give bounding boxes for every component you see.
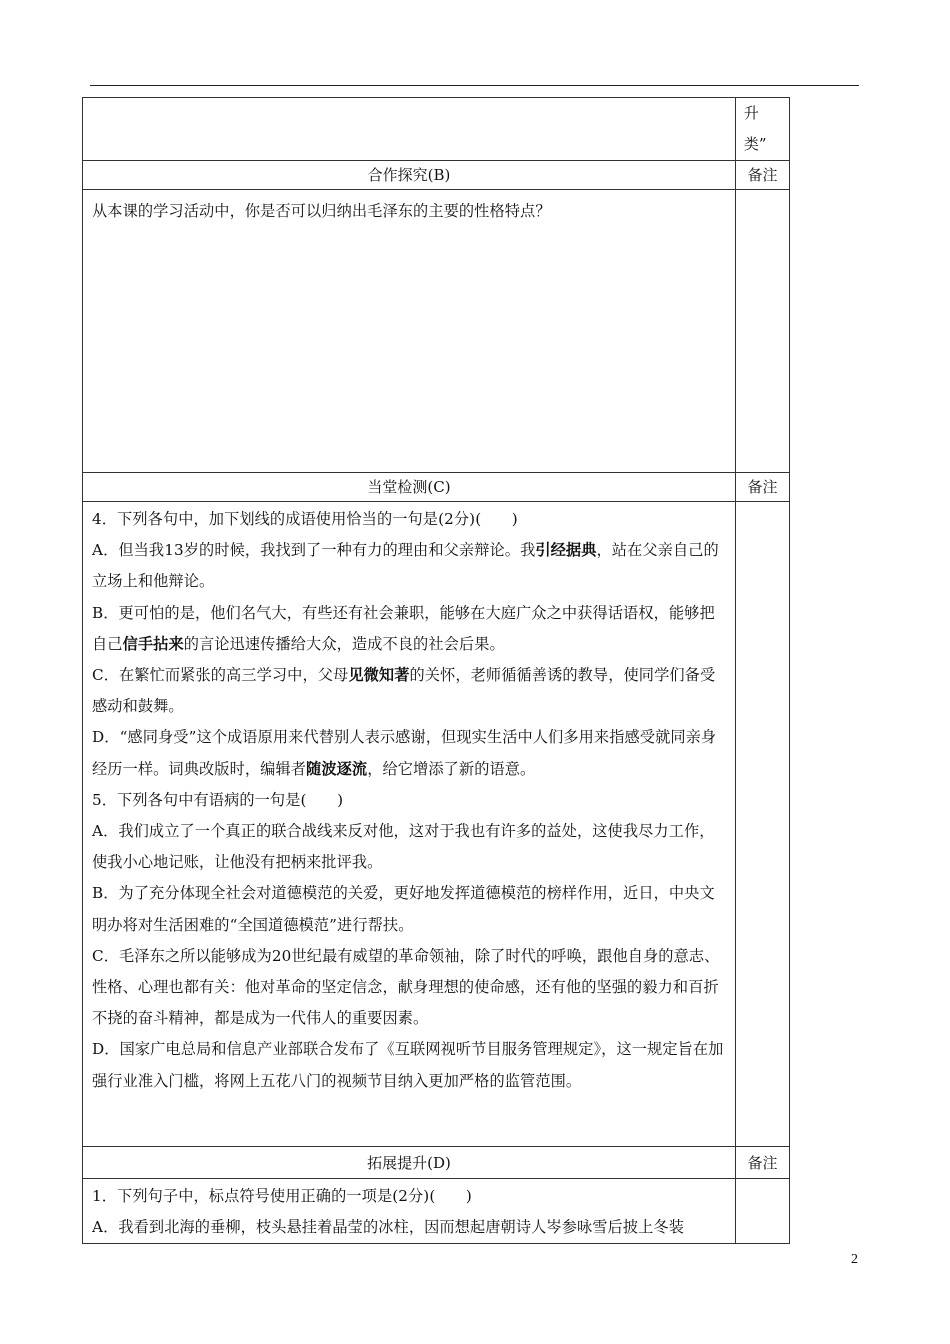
section-b-header (83, 161, 790, 190)
worksheet-table (82, 97, 790, 1244)
section-b-body (83, 190, 790, 473)
top-note-cell (735, 98, 789, 161)
top-continuation-row (83, 98, 790, 161)
q4-b-idiom: 信手拈来 (122, 634, 184, 653)
top-note-line-1: 升 (743, 104, 759, 122)
q4-a-idiom: 引经据典 (535, 541, 597, 560)
section-c-note-cell (735, 502, 789, 1147)
q4-option-c: C．在繁忙而紧张的高三学习中，父母见微知著的关怀，老师循循善诱的教导，使同学们备受感动和鼓舞。 (92, 666, 716, 716)
q5-option-a: A．我们成立了一个真正的联合战线来反对他，这对于我也有许多的益处，这使我尽力工作，使我小心地记账，让他没有把柄来批评我。 (92, 822, 715, 872)
q5-option-b: B．为了充分体现全社会对道德模范的关爱，更好地发挥道德模范的榜样作用，近日，中央文明办将对生活困难的“全国道德模范”进行帮扶。 (92, 884, 715, 934)
section-b-title: 合作探究(B) (83, 161, 736, 190)
header-rule (90, 85, 859, 86)
q5-stem: 5．下列各句中有语病的一句是( ) (92, 790, 344, 809)
q4-option-d: D．“感同身受”这个成语原用来代替别人表示感谢，但现实生活中人们多用来指感受就同亲身经历一样。词典改版时，编辑者随波逐流，给它增添了新的语意。 (92, 728, 717, 778)
section-c-title: 当堂检测(C) (83, 473, 736, 502)
section-c-note-label: 备注 (735, 473, 789, 502)
section-b-question: 从本课的学习活动中，你是否可以归纳出毛泽东的主要的性格特点？ (92, 202, 551, 220)
top-main-cell (83, 98, 736, 161)
section-d-body (83, 1179, 790, 1244)
section-d-title: 拓展提升(D) (83, 1147, 736, 1179)
q4-stem: 4．下列各句中，加下划线的成语使用恰当的一句是(2分)( ) (92, 510, 518, 528)
q4-option-b: B．更可怕的是，他们名气大，有些还有社会兼职，能够在大庭广众之中获得话语权，能够把自己信手拈来的言论迅速传播给大众，造成不良的社会后果。 (92, 603, 715, 653)
section-b-note-cell (735, 190, 789, 473)
q4-d-idiom: 随波逐流 (306, 759, 368, 778)
q5-option-c: C．毛泽东之所以能够成为20世纪最有威望的革命领袖，除了时代的呼唤，跟他自身的意志、性格、心理也都有关：他对革命的坚定信念，献身理想的使命感，还有他的坚强的毅力和百折不挠的奋斗精神，都是成为一代伟人的重要因素。 (92, 946, 720, 1028)
q4-option-a: A．但当我13岁的时候，我找到了一种有力的理由和父亲辩论。我引经据典，站在父亲自己的立场上和他辩论。 (92, 541, 719, 591)
section-c-content (83, 502, 736, 1147)
q5-option-d: D．国家广电总局和信息产业部联合发布了《互联网视听节目服务管理规定》，这一规定旨在加强行业准入门槛，将网上五花八门的视频节目纳入更加严格的监管范围。 (92, 1040, 724, 1090)
page-number: 2 (851, 1252, 858, 1267)
section-b-note-label: 备注 (735, 161, 789, 190)
section-c-body (83, 502, 790, 1147)
section-d-note-cell (735, 1179, 789, 1244)
section-b-content (83, 190, 736, 473)
section-d-content (83, 1179, 736, 1244)
d-q1-option-a: A．我看到北海的垂柳，枝头悬挂着晶莹的冰柱，因而想起唐朝诗人岑参咏雪后披上冬装 (92, 1218, 684, 1237)
section-d-header (83, 1147, 790, 1179)
q4-c-idiom: 见微知著 (348, 666, 410, 685)
section-c-header (83, 473, 790, 502)
section-d-note-label: 备注 (735, 1147, 789, 1179)
top-note-line-2: 类” (743, 135, 767, 153)
d-q1-stem: 1．下列句子中，标点符号使用正确的一项是(2分)( ) (92, 1187, 472, 1205)
